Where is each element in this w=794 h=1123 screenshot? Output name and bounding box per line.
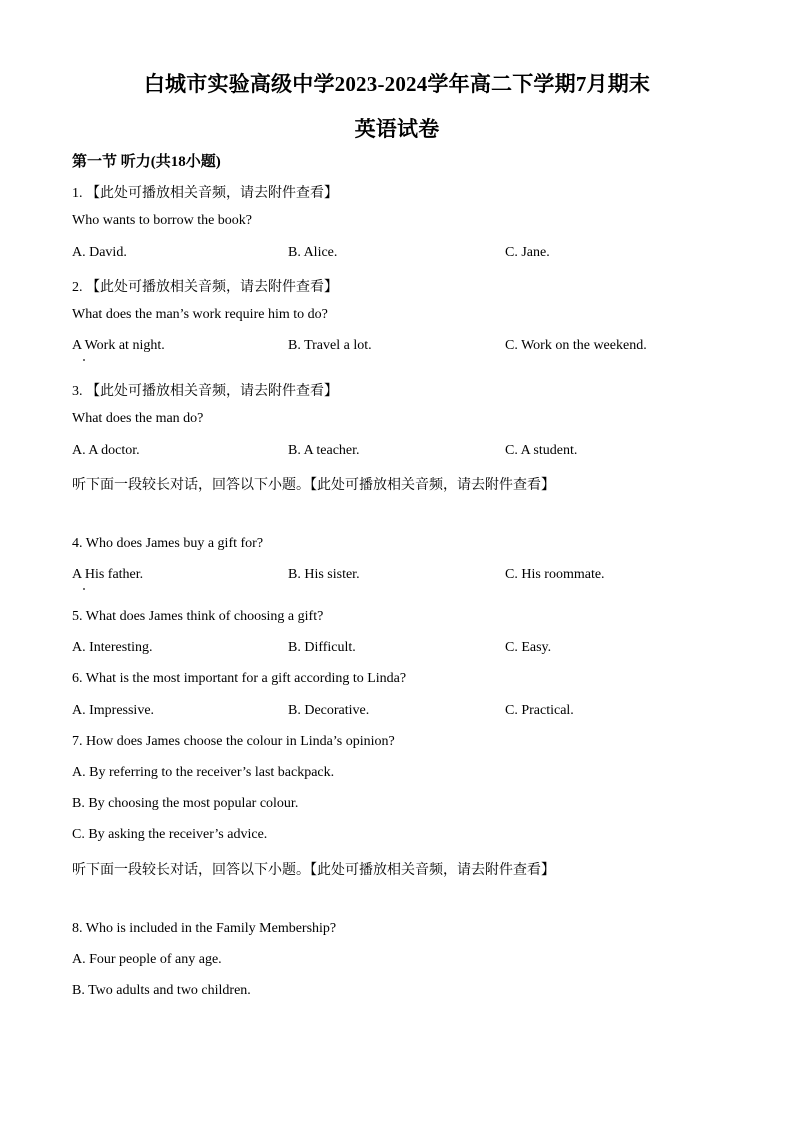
q1-option-a: A. David. (72, 245, 127, 260)
section-heading: 第一节 听力(共18小题) (72, 154, 221, 170)
q8-option-a: A. Four people of any age. (72, 952, 222, 967)
q2-option-a: A Work at night. (72, 338, 165, 353)
q8-option-b: B. Two adults and two children. (72, 983, 251, 998)
q2-option-b: B. Travel a lot. (288, 338, 372, 353)
q5-option-c: C. Easy. (505, 640, 552, 655)
q1-audio-line: 1. 【此处可播放相关音频，请去附件查看】 (72, 186, 338, 201)
q2-question: What does the man’s work require him to do? (72, 307, 328, 322)
q7-option-c: C. By asking the receiver’s advice. (72, 827, 268, 842)
q6-question: 6. What is the most important for a gift according to Linda? (72, 671, 407, 686)
q7-question: 7. How does James choose the colour in Linda’s opinion? (72, 734, 395, 749)
q5-option-b: B. Difficult. (288, 640, 356, 655)
q3-question: What does the man do? (72, 411, 204, 426)
q6-option-c: C. Practical. (505, 703, 574, 718)
q4-option-a: A His father. (72, 567, 144, 582)
dialogue-instruction-1: 听下面一段较长对话，回答以下小题。【此处可播放相关音频，请去附件查看】 (72, 478, 555, 493)
q3-audio-line: 3. 【此处可播放相关音频，请去附件查看】 (72, 384, 338, 399)
q1-option-c: C. Jane. (505, 245, 550, 260)
q1-question: Who wants to borrow the book? (72, 213, 253, 228)
stray-dot (83, 359, 85, 361)
q7-option-a: A. By referring to the receiver’s last backpack. (72, 765, 335, 780)
q5-question: 5. What does James think of choosing a gift? (72, 609, 324, 624)
q3-option-a: A. A doctor. (72, 443, 140, 458)
exam-title: 白城市实验高级中学2023-2024学年高二下学期7月期末 (143, 72, 651, 96)
q4-question: 4. Who does James buy a gift for? (72, 536, 264, 551)
q3-option-c: C. A student. (505, 443, 578, 458)
q2-option-c: C. Work on the weekend. (505, 338, 647, 353)
q3-option-b: B. A teacher. (288, 443, 360, 458)
stray-dot (83, 588, 85, 590)
q7-option-b: B. By choosing the most popular colour. (72, 796, 299, 811)
q8-question: 8. Who is included in the Family Membership? (72, 921, 337, 936)
exam-subtitle: 英语试卷 (354, 117, 440, 141)
q6-option-b: B. Decorative. (288, 703, 370, 718)
q6-option-a: A. Impressive. (72, 703, 155, 718)
q1-option-b: B. Alice. (288, 245, 338, 260)
dialogue-instruction-2: 听下面一段较长对话，回答以下小题。【此处可播放相关音频，请去附件查看】 (72, 863, 555, 878)
q2-audio-line: 2. 【此处可播放相关音频，请去附件查看】 (72, 280, 338, 295)
q5-option-a: A. Interesting. (72, 640, 153, 655)
q4-option-c: C. His roommate. (505, 567, 605, 582)
q4-option-b: B. His sister. (288, 567, 360, 582)
